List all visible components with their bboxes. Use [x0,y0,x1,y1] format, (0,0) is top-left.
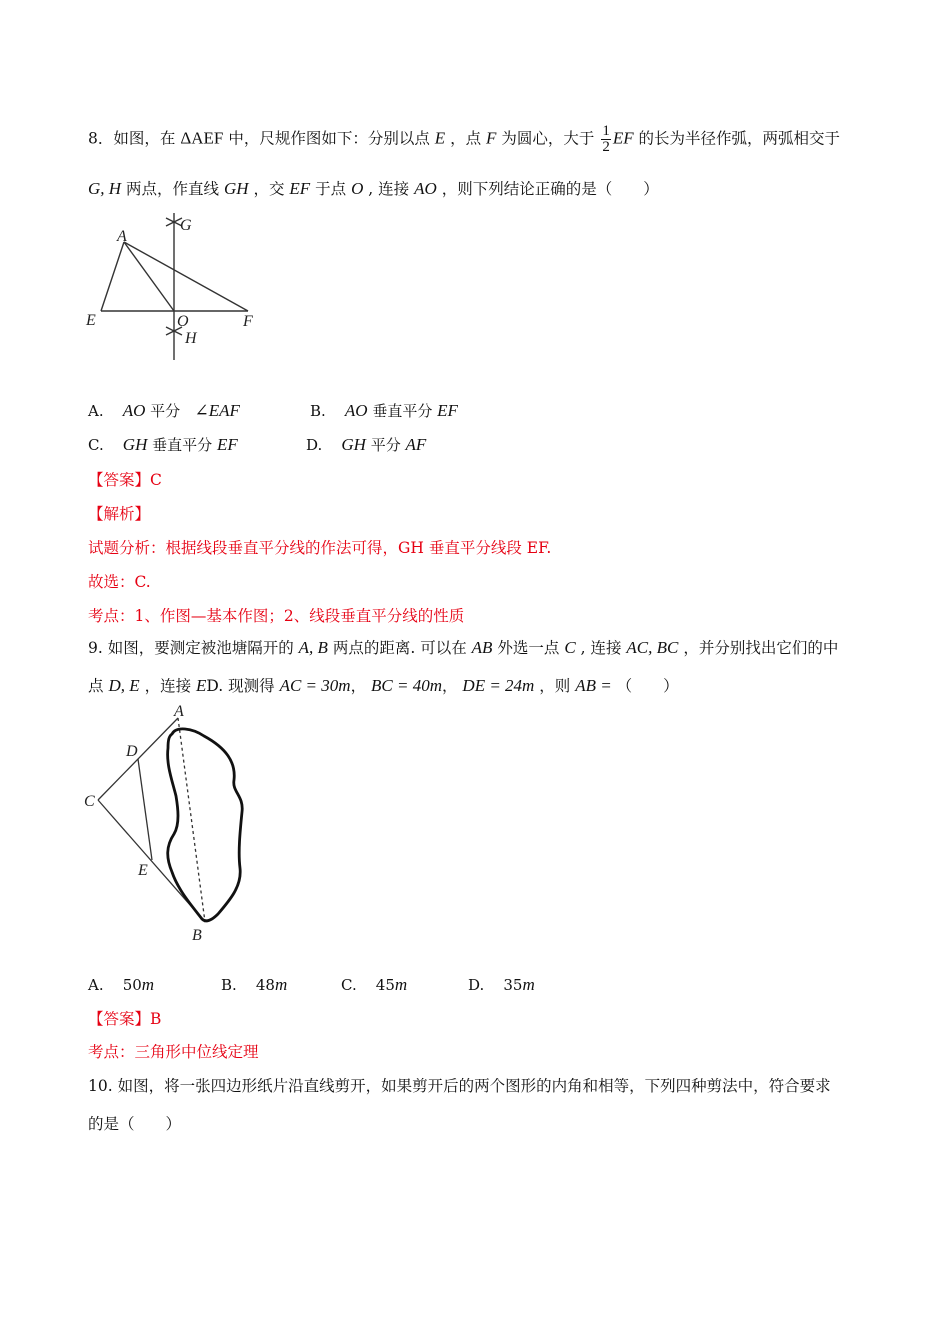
label-e: E [138,862,148,879]
q8-option-b[interactable] [310,400,458,422]
option-math: EF [437,401,458,420]
q8-text: 的长为半径作弧，两弧相交于 [638,129,841,148]
option-math: AO [122,401,146,420]
option-value: 50 [122,976,142,994]
label-e: E [86,312,96,329]
option-unit: m [141,975,155,994]
q8-text: ，点 [450,129,482,148]
label-h: H [185,330,197,347]
q9-measure-de: DE = 24m [462,676,535,695]
option-key: B. [310,402,326,420]
option-text: 垂直平分 [372,402,433,420]
q8-answer: 【答案】C [88,471,162,489]
option-value: 35 [503,976,523,994]
q10-line-2: 的是（ ） [88,1115,182,1133]
label-g: G [180,217,192,234]
q9-option-c[interactable] [341,974,407,996]
q9-figure [80,700,280,945]
q9-text: ，则 [539,677,571,695]
label-a: A [174,703,184,720]
q8-figure [80,205,280,365]
q9-option-d[interactable] [468,974,535,996]
q8-line-1 [88,124,840,155]
frac-numerator: 1 [602,123,610,139]
segment-ao [124,242,174,311]
option-key: A. [88,976,104,994]
q8-analysis: 试题分析：根据线段垂直平分线的作法可得，GH 垂直平分线段 EF. [88,539,552,557]
option-unit: m [394,975,408,994]
q9-text: ，并分别找出它们的中 [683,639,839,657]
q9-point-e: E [196,676,207,695]
segment-ae [101,242,124,311]
option-key: D. [468,976,485,994]
option-key: D. [306,436,323,454]
label-a: A [117,228,127,245]
q8-point-e: E [434,128,446,148]
q8-text: 8．如图，在 [88,129,176,148]
q9-measure-ab: AB = [575,676,612,695]
q8-option-d[interactable] [306,434,426,456]
q9-text: （ ） [616,677,679,695]
option-text: 垂直平分 [152,436,213,454]
q8-triangle-aef: ΔAEF [180,128,224,148]
label-f: F [243,313,253,330]
q9-option-a[interactable] [88,974,154,996]
option-math: ∠EAF [194,401,240,420]
option-value: 48 [255,976,275,994]
q9-point-c: C [564,638,576,657]
q9-text: ，连接 [144,677,192,695]
q8-point-f: F [486,128,497,148]
q8-point-o: O [351,179,364,198]
q8-analysis-heading: 【解析】 [88,505,151,523]
q9-segment-ab: AB [471,638,493,657]
option-unit: m [522,975,535,994]
q9-option-b[interactable] [221,974,287,996]
q9-measure-ac: AC = 30m [279,676,351,695]
option-value: 45 [375,976,395,994]
q8-line-2 [88,178,659,200]
q8-knowledge-point: 考点：1、作图—基本作图；2、线段垂直平分线的性质 [88,607,465,625]
q8-text: 两点，作直线 [126,180,220,198]
q8-segment-ef: EF [612,128,634,148]
option-math: AF [405,435,427,454]
option-unit: m [274,975,288,994]
q8-text: ，交 [253,180,285,198]
q9-answer: 【答案】B [88,1010,162,1028]
q9-text: , 连接 [580,639,622,657]
frac-denominator: 2 [602,139,610,155]
label-o: O [177,313,189,330]
label-d: D [126,743,138,760]
q8-segment-ef: EF [289,179,311,198]
q8-choice: 故选：C. [88,573,151,591]
segment-de [138,759,152,860]
q9-text: D. 现测得 [206,677,275,695]
q10-line-1: 10. 如图，将一张四边形纸片沿直线剪开，如果剪开后的两个图形的内角和相等，下列四种剪法中，符合要求 [88,1077,831,1095]
q9-text: 外选一点 [497,639,560,657]
q8-segment-ao: AO [414,179,437,198]
option-key: C. [88,436,104,454]
q9-points-ab: A, B [298,638,328,657]
q9-text: 两点的距离. 可以在 [332,639,467,657]
q9-measure-bc: BC = 40m [371,676,442,695]
option-text: 平分 [150,402,181,420]
option-key: C. [341,976,357,994]
q8-text: ，则下列结论正确的是（ ） [441,180,659,198]
label-b: B [192,927,202,944]
option-text: 平分 [370,436,401,454]
option-key: A. [88,402,104,420]
q8-option-c[interactable] [88,434,238,456]
q9-segments-ac-bc: AC, BC [626,638,679,657]
q9-knowledge-point: 考点：三角形中位线定理 [88,1043,259,1061]
q8-text: 为圆心，大于 [501,129,595,148]
option-math: GH [341,435,366,454]
q8-text: , 连接 [368,180,410,198]
q9-points-de: D, E [108,676,140,695]
q8-points-gh: G, H [88,179,122,198]
option-key: B. [221,976,237,994]
q9-line-2: 点 D, E ，连接 ED. 现测得 AC = 30m， BC = 40m， DE = 24m ，则 AB = （ ） [88,676,679,695]
segment-af [124,242,248,311]
q9-text: 点 [88,677,104,695]
q8-line-gh: GH [223,179,249,198]
q8-fraction-half [601,124,611,155]
q8-text: 于点 [315,180,347,198]
q9-text: 9. 如图，要测定被池塘隔开的 [88,639,294,657]
option-math: AO [344,401,368,420]
label-c: C [84,793,95,810]
q9-line-1 [88,637,838,659]
q8-option-a[interactable] [88,400,240,422]
q8-text: 中，尺规作图如下：分别以点 [228,129,430,148]
option-math: EF [216,435,238,454]
option-math: GH [122,435,148,454]
